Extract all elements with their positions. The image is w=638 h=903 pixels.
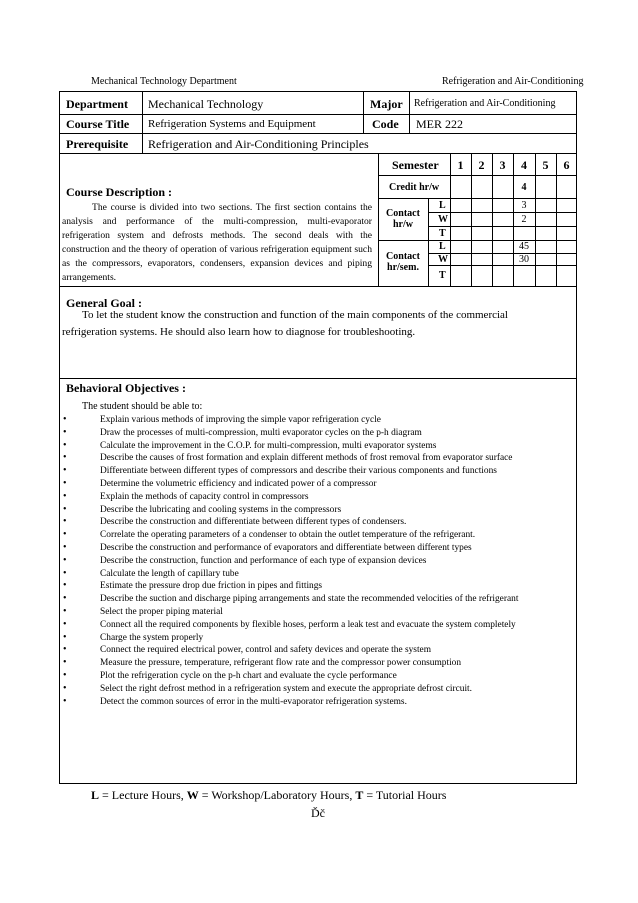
semester-3: 3 [499,158,506,172]
list-item: • Describe the construction and differentiate between different types of condensers. [60,516,574,529]
list-item: • Explain the methods of capacity control in compressors [60,491,574,504]
list-item: • Measure the pressure, temperature, refrigerant flow rate and the compressor power consumption [60,657,574,670]
hrsem-type-t: T [439,270,446,281]
list-item: • Charge the system properly [60,632,574,645]
list-item: • Describe the lubricating and cooling systems in the compressors [60,504,574,517]
semester-6: 6 [563,158,570,172]
list-item: • Estimate the pressure drop due friction in pipes and fittings [60,580,574,593]
semester-label: Semester [392,158,439,172]
course-title-value: Refrigeration Systems and Equipment [148,118,316,130]
semester-1: 1 [457,158,464,172]
hrw-type-w: W [438,214,448,225]
code-value: MER 222 [416,117,464,131]
objectives-intro: The student should be able to: [82,401,203,412]
course-title-label: Course Title [66,117,130,131]
hours-legend: L = Lecture Hours, W = Workshop/Laboratory Hours, T = Tutorial Hours [91,788,447,802]
credit-label: Credit hr/w [389,182,440,193]
description-text: The course is divided into two sections. The first section contains the analysis and performance of the multi-compression, multi-evaporator refrigeration system and defrosts methods. The second deals with the construction and the theory of operation of various refrigeration equipment such as the compressors, evaporators, condensers, expansion devices and piping arrangements. [62,202,372,283]
list-item: • Determine the volumetric efficiency and indicated power of a compressor [60,478,574,491]
list-item: • Connect the required electrical power, control and safety devices and operate the system [60,644,574,657]
list-item: • Correlate the operating parameters of a condenser to obtain the outlet temperature of the refrigerant. [60,529,574,542]
header-department: Mechanical Technology Department [91,76,237,87]
list-item: • Select the right defrost method in a refrigeration system and execute the appropriate defrost circuit. [60,683,574,696]
list-item: • Plot the refrigeration cycle on the p-h chart and evaluate the cycle performance [60,670,574,683]
semester-5: 5 [542,158,549,172]
list-item: • Calculate the length of capillary tube [60,568,574,581]
contact-hrsem-label: Contact hr/sem. [386,251,420,273]
hrsem-type-l: L [439,241,446,252]
list-item: • Calculate the improvement in the C.O.P. for multi-compression, multi evaporator systems [60,440,574,453]
semester-2: 2 [478,158,485,172]
hrw-value-l: 3 [521,200,527,211]
list-item: • Describe the construction, function and performance of each type of expansion devices [60,555,574,568]
list-item: • Select the proper piping material [60,606,574,619]
list-item: • Connect all the required components by flexible hoses, perform a leak test and evacuate the system completely [60,619,574,632]
list-item: • Differentiate between different types of compressors and describe their various components and functions [60,465,574,478]
contact-hrw-label: Contact hr/w [386,208,420,230]
major-label: Major [370,97,403,111]
list-item: • Describe the construction and performance of evaporators and differentiate between different types [60,542,574,555]
prerequisite-value: Refrigeration and Air-Conditioning Principles [148,137,369,151]
hrsem-type-w: W [438,254,448,265]
code-label: Code [372,117,399,131]
hrw-type-t: T [439,228,446,239]
page-number: Ďč [311,806,325,820]
header-subject: Refrigeration and Air-Conditioning [442,76,584,87]
major-value: Refrigeration and Air-Conditioning [414,98,556,109]
general-goal-title: General Goal : [66,296,142,310]
objectives-title: Behavioral Objectives : [66,381,186,395]
hrsem-value-w: 30 [519,254,529,265]
hrw-type-l: L [439,200,446,211]
department-value: Mechanical Technology [148,97,264,111]
description-title: Course Description : [66,185,172,199]
prerequisite-label: Prerequisite [66,137,129,151]
hrw-value-w: 2 [521,214,527,225]
list-item: • Describe the causes of frost formation and explain different methods of frost removal from evaporator surface [60,452,574,465]
list-item: • Draw the processes of multi-compression, multi evaporator cycles on the p-h diagram [60,427,574,440]
general-goal-text: To let the student know the construction and function of the main components of the commercial refrigeration systems. He should also learn how to diagnose for troubleshooting. [62,309,508,338]
list-item: • Explain various methods of improving the simple vapor refrigeration cycle [60,414,574,427]
semester-4: 4 [521,158,527,172]
objectives-list [60,414,574,708]
list-item: • Detect the common sources of error in the multi-evaporator refrigeration systems. [60,696,574,709]
list-item: • Describe the suction and discharge piping arrangements and state the recommended velocities of the refrigerant [60,593,574,606]
department-label: Department [66,97,128,111]
credit-value: 4 [521,182,527,193]
hrsem-value-l: 45 [519,241,529,252]
